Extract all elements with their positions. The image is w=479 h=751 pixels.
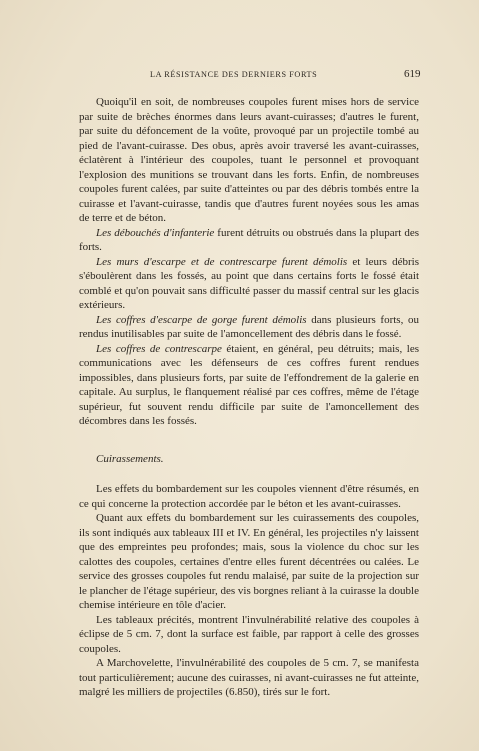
section-paragraph-2: Quant aux effets du bombardement sur les cuirassements des coupoles, ils sont indiqués aux tableaux III et IV. En général, les projectiles n'y laissent que des empreintes peu profondes; mais, sous la violence du choc sur les calottes des coupoles, certaines d'entre elles furent décentrées ou calées. Le service des grosses coupoles fut rendu malaisé, par suite de la projection sur le plancher de l'étage supérieur, des vis borgnes reliant à la cuirasse la double chemise intérieure en tôle d'acier. (79, 512, 419, 611)
paragraph-5-text: étaient, en général, peu détruits; mais, les communications avec les défenseurs de ces coffres furent rendues impossibles, dans plusieurs forts, par suite de l'effondrement de la galerie en capitale. Au surplus, le flanquement réalisé par ces coffres, même de l'étage supérieur, fut souvent rendu difficile par suite de l'amoncellement des décombres dans les fossés. (79, 342, 419, 427)
paragraph-4 (79, 313, 419, 342)
running-title: LA RÉSISTANCE DES DERNIERS FORTS (150, 70, 318, 79)
paragraph-2-text: furent détruits ou obstrués dans la plupart des forts. (79, 226, 419, 253)
section-paragraph-4: A Marchovelette, l'invulnérabilité des coupoles de 5 cm. 7, se manifesta tout particulièrement; aucune des cuirasses, ni avant-cuirasses ne fut atteinte, malgré les milliers de projectiles (6.850), tirés sur le fort. (79, 657, 419, 698)
paragraph-5 (79, 342, 419, 429)
paragraph-3-text: et leurs débris s'éboulèrent dans les fossés, au point que dans certains forts le fossé était comblé et qu'on pouvait sans difficulté passer du massif central sur les glacis extérieurs. (79, 255, 419, 311)
section-paragraph-1: Les effets du bombardement sur les coupoles viennent d'être résumés, en ce qui concerne la protection accordée par le béton et les avant-cuirasses. (79, 483, 419, 510)
paragraph-2-italic-lead: Les débouchés d'infanterie (96, 226, 215, 239)
paragraph-1 (79, 95, 419, 226)
paragraph-5-italic-lead: Les coffres de contrescarpe (96, 342, 222, 355)
running-header (0, 70, 479, 86)
page-number: 619 (404, 68, 421, 80)
paragraph-4-text: dans plusieurs forts, ou rendus inutilisables par suite de l'amoncellement des débris dans le fossé. (79, 313, 419, 340)
paragraph-2 (79, 226, 419, 255)
paragraph-3-italic-lead: Les murs d'escarpe et de contrescarpe furent démolis (96, 255, 348, 268)
paragraph-1-text: Quoiqu'il en soit, de nombreuses coupoles furent mises hors de service par suite de brèches énormes dans leurs avant-cuirasses; d'autres le furent, par suite du défoncement de la voûte, provoqué par un projectile tombé au pied de l'avant-cuirasse. Des obus, après avoir traversé les avant-cuirasses, éclatèrent à l'intérieur des coupoles, tuant le personnel et provoquant l'explosion des munitions se trouvant dans les forts. Enfin, de nombreuses coupoles furent calées, par suite d'atteintes ou par des débris tombés entre la cuirasse et l'avant-cuirasse, tandis que d'autres furent noyées sous les amas de terre et de béton. (79, 96, 419, 224)
paragraph-4-italic-lead: Les coffres d'escarpe de gorge furent démolis (96, 313, 307, 326)
section-heading: Cuirassements. (96, 452, 164, 465)
paragraph-3 (79, 255, 419, 313)
body-text (79, 95, 419, 700)
section-paragraph-3: Les tableaux précités, montrent l'invulnérabilité relative des coupoles à éclipse de 5 cm. 7, dont la surface est faible, par rapport à celle des grosses coupoles. (79, 613, 419, 655)
